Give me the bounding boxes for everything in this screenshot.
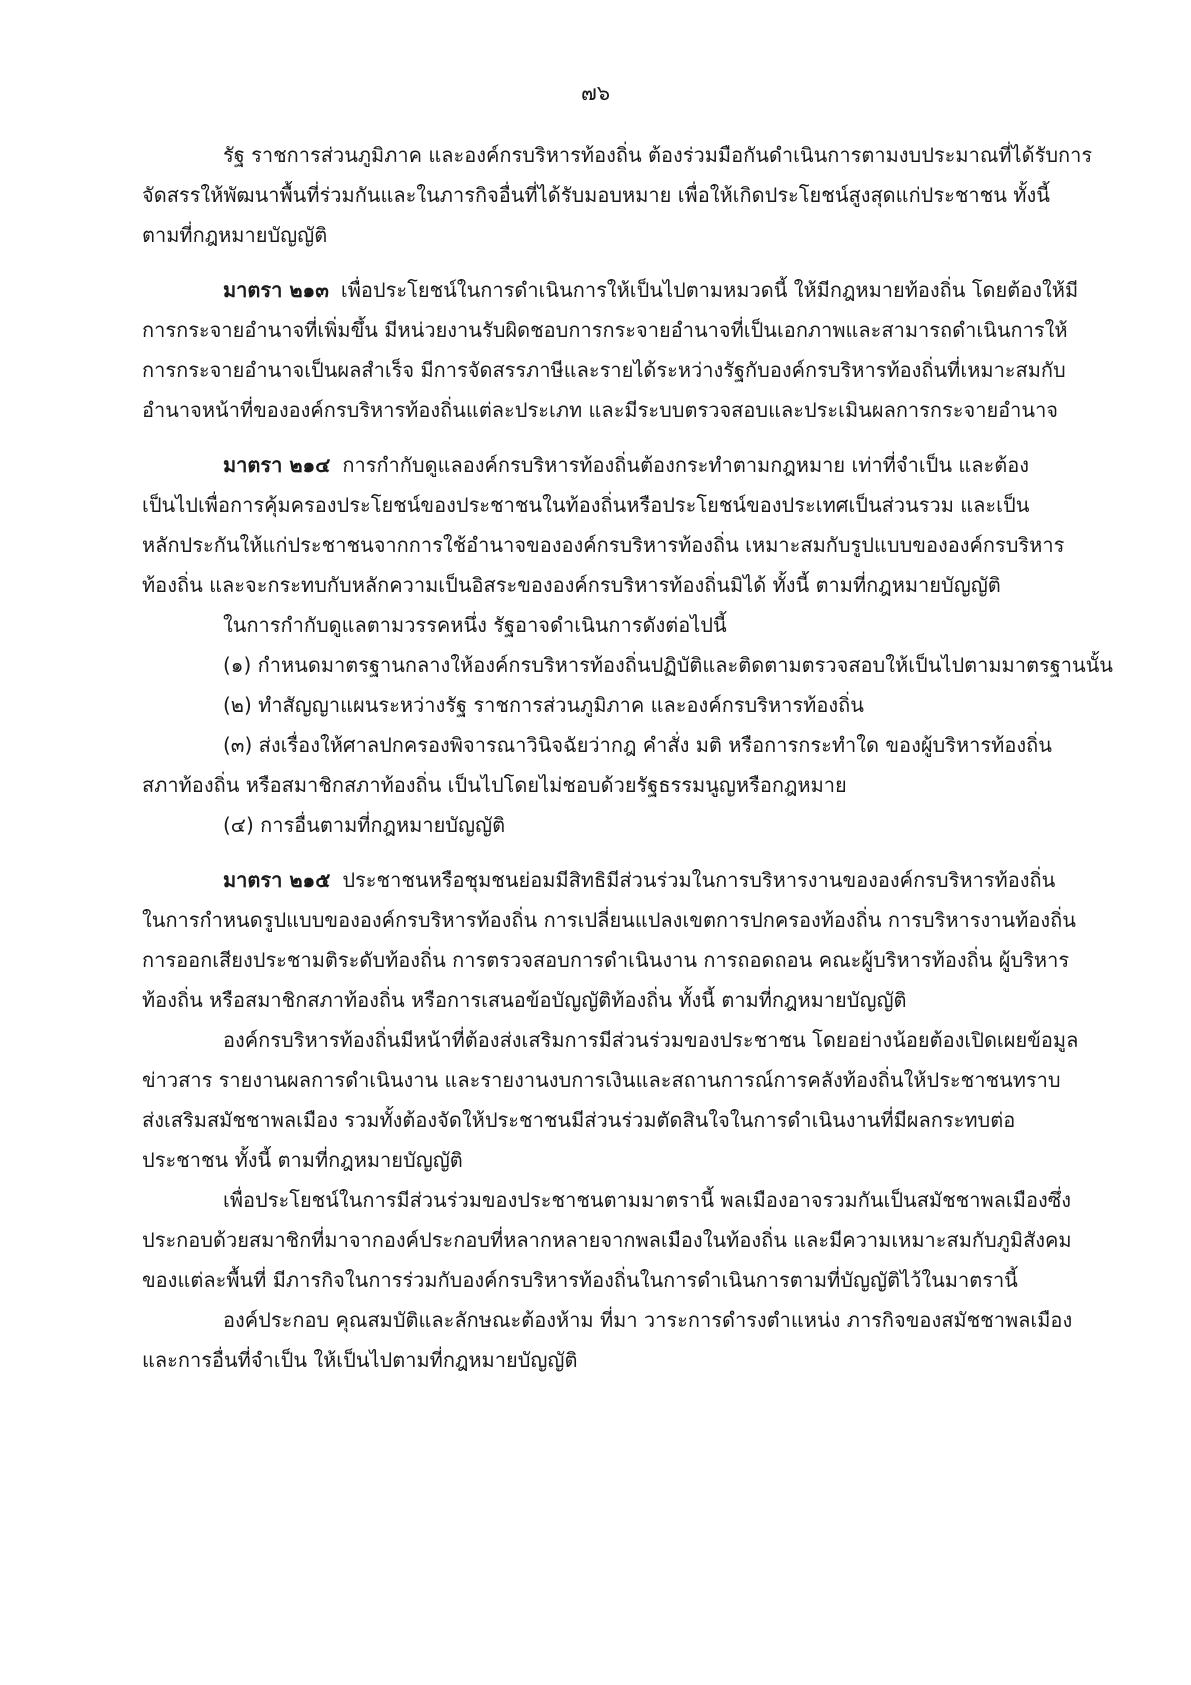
list-item: (๔) การอื่นตามที่กฎหมายบัญญัติ	[223, 813, 506, 837]
text-line: เป็นไปเพื่อการคุ้มครองประโยชน์ของประชาชนในท้องถิ่นหรือประโยชน์ของประเทศเป็นส่วนรวม และเป็น	[142, 493, 1030, 517]
text-line: ประกอบด้วยสมาชิกที่มาจากองค์ประกอบที่หลากหลายจากพลเมืองในท้องถิ่น และมีความเหมาะสมกับภูมิสังคม	[142, 1228, 1072, 1252]
text-line: อำนาจหน้าที่ขององค์กรบริหารท้องถิ่นแต่ละประเภท และมีระบบตรวจสอบและประเมินผลการกระจายอำนาจ	[142, 398, 1059, 422]
section-214-label: มาตรา ๒๑๔	[223, 453, 331, 477]
section-213-label: มาตรา ๒๑๓	[223, 278, 329, 302]
page-number: ๗๖	[580, 81, 611, 105]
text-line: และการอื่นที่จำเป็น ให้เป็นไปตามที่กฎหมายบัญญัติ	[142, 1348, 578, 1372]
text-line: องค์กรบริหารท้องถิ่นมีหน้าที่ต้องส่งเสริมการมีส่วนร่วมของประชาชน โดยอย่างน้อยต้องเปิดเผยข้อมูล	[223, 1028, 1079, 1052]
list-item: (๓) ส่งเรื่องให้ศาลปกครองพิจารณาวินิจฉัยว่ากฎ คำสั่ง มติ หรือการกระทำใด ของผู้บริหารท้องถิ่น	[223, 733, 1052, 757]
text-line: ข่าวสาร รายงานผลการดำเนินงาน และรายงานงบการเงินและสถานการณ์การคลังท้องถิ่นให้ประชาชนทราบ	[142, 1068, 1061, 1092]
list-item: (๑) กำหนดมาตรฐานกลางให้องค์กรบริหารท้องถิ่นปฏิบัติและติดตามตรวจสอบให้เป็นไปตามมาตรฐานนั้น	[223, 653, 1113, 677]
text-line: ในการกำกับดูแลตามวรรคหนึ่ง รัฐอาจดำเนินการดังต่อไปนี้	[223, 613, 727, 637]
text-line: ตามที่กฎหมายบัญญัติ	[142, 223, 328, 247]
text-line: ประชาชน ทั้งนี้ ตามที่กฎหมายบัญญัติ	[142, 1148, 463, 1172]
text-line: การกระจายอำนาจเป็นผลสำเร็จ มีการจัดสรรภาษีและรายได้ระหว่างรัฐกับองค์กรบริหารท้องถิ่นที่เหมาะสมกับ	[142, 358, 1066, 382]
text-line: สภาท้องถิ่น หรือสมาชิกสภาท้องถิ่น เป็นไปโดยไม่ชอบด้วยรัฐธรรมนูญหรือกฎหมาย	[142, 773, 847, 797]
text-line: รัฐ ราชการส่วนภูมิภาค และองค์กรบริหารท้องถิ่น ต้องร่วมมือกันดำเนินการตามงบประมาณที่ได้รับการ	[223, 143, 1093, 167]
text-line: ในการกำหนดรูปแบบขององค์กรบริหารท้องถิ่น การเปลี่ยนแปลงเขตการปกครองท้องถิ่น การบริหารงานท้องถิ่น	[142, 908, 1076, 932]
text-line: เพื่อประโยชน์ในการดำเนินการให้เป็นไปตามหมวดนี้ ให้มีกฎหมายท้องถิ่น โดยต้องให้มี	[340, 278, 1079, 302]
list-item: (๒) ทำสัญญาแผนระหว่างรัฐ ราชการส่วนภูมิภาค และองค์กรบริหารท้องถิ่น	[223, 693, 864, 717]
text-line: การกำกับดูแลองค์กรบริหารท้องถิ่นต้องกระทำตามกฎหมาย เท่าที่จำเป็น และต้อง	[342, 453, 1030, 477]
section-213-first-line	[223, 275, 1078, 305]
section-214-first-line	[223, 450, 1029, 480]
text-line: การกระจายอำนาจที่เพิ่มขึ้น มีหน่วยงานรับผิดชอบการกระจายอำนาจที่เป็นเอกภาพและสามารถดำเนินการให้	[142, 318, 1068, 342]
section-215-first-line	[223, 865, 1055, 895]
section-215-label: มาตรา ๒๑๕	[223, 868, 331, 892]
text-line: ของแต่ละพื้นที่ มีภารกิจในการร่วมกับองค์กรบริหารท้องถิ่นในการดำเนินการตามที่บัญญัติไว้ในมาตรานี้	[142, 1268, 1018, 1292]
text-line: เพื่อประโยชน์ในการมีส่วนร่วมของประชาชนตามมาตรานี้ พลเมืองอาจรวมกันเป็นสมัชชาพลเมืองซึ่ง	[223, 1188, 1072, 1212]
text-line: ท้องถิ่น หรือสมาชิกสภาท้องถิ่น หรือการเสนอข้อบัญญัติท้องถิ่น ทั้งนี้ ตามที่กฎหมายบัญญัติ	[142, 988, 907, 1012]
text-line: ส่งเสริมสมัชชาพลเมือง รวมทั้งต้องจัดให้ประชาชนมีส่วนร่วมตัดสินใจในการดำเนินงานที่มีผลกระทบต่อ	[142, 1108, 1016, 1132]
text-line: ประชาชนหรือชุมชนย่อมมีสิทธิมีส่วนร่วมในการบริหารงานขององค์กรบริหารท้องถิ่น	[342, 868, 1056, 892]
text-line: องค์ประกอบ คุณสมบัติและลักษณะต้องห้าม ที่มา วาระการดำรงตำแหน่ง ภารกิจของสมัชชาพลเมือง	[223, 1308, 1073, 1332]
text-line: หลักประกันให้แก่ประชาชนจากการใช้อำนาจขององค์กรบริหารท้องถิ่น เหมาะสมกับรูปแบบขององค์กรบริหาร	[142, 533, 1065, 557]
text-line: การออกเสียงประชามติระดับท้องถิ่น การตรวจสอบการดำเนินงาน การถอดถอน คณะผู้บริหารท้องถิ่น ผู้บริหาร	[142, 948, 1070, 972]
text-line: ท้องถิ่น และจะกระทบกับหลักความเป็นอิสระขององค์กรบริหารท้องถิ่นมิได้ ทั้งนี้ ตามที่กฎหมายบัญญัติ	[142, 573, 1001, 597]
text-line: จัดสรรให้พัฒนาพื้นที่ร่วมกันและในภารกิจอื่นที่ได้รับมอบหมาย เพื่อให้เกิดประโยชน์สูงสุดแก่ประชาชน ทั้งนี้	[142, 183, 1050, 207]
